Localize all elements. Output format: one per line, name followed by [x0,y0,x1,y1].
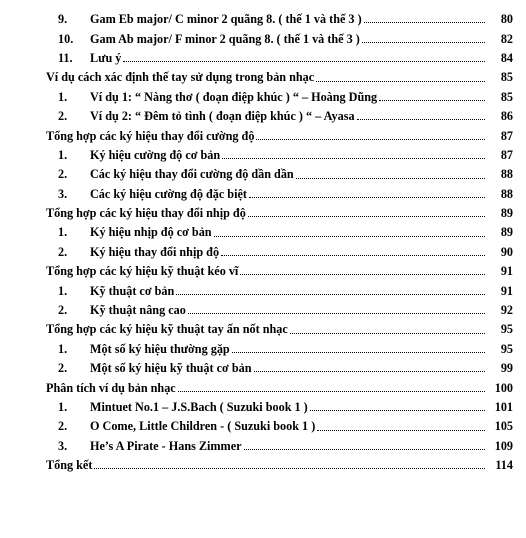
toc-subsection-entry[interactable] [0,184,526,203]
toc-dot-leader [248,215,485,217]
toc-entry-title: Ví dụ 2: “ Đêm tỏ tình ( đoạn điệp khúc ) “ – Ayasa [90,109,355,124]
toc-dot-leader [364,21,485,23]
toc-entry-page-number: 99 [500,361,513,376]
toc-entry-number: 2. [58,244,68,259]
toc-entry-title: Ký hiệu cường độ cơ bản [90,147,221,162]
toc-subsection-entry[interactable] [0,358,526,377]
toc-subsection-entry[interactable] [0,416,526,435]
toc-entry-page-number: 109 [494,438,513,453]
toc-subsection-entry[interactable] [0,397,526,416]
toc-entry-title: Tổng hợp các ký hiệu thay đổi nhịp độ [46,206,246,221]
toc-entry-number: 1. [58,225,68,240]
toc-entry-page-number: 100 [494,380,513,395]
toc-entry-number: 2. [58,303,68,318]
toc-dot-leader [178,390,485,392]
toc-dot-leader [357,118,485,120]
toc-entry-title: Ví dụ 1: “ Nàng thơ ( đoạn điệp khúc ) “ – Hoàng Dũng [90,89,378,104]
toc-dot-leader [249,196,485,198]
toc-entry-page-number: 88 [500,167,513,182]
toc-entry-number: 3. [58,186,68,201]
toc-subsection-entry[interactable] [0,222,526,241]
toc-entry-number: 2. [58,361,68,376]
toc-entry-page-number: 101 [494,400,513,414]
toc-subsection-entry[interactable] [0,28,526,47]
toc-dot-leader [123,60,485,62]
toc-entry-page-number: 85 [500,70,513,85]
toc-entry-number: 2. [58,167,68,182]
toc-subsection-entry[interactable] [0,164,526,183]
toc-dot-leader [214,235,485,237]
toc-dot-leader [232,351,485,353]
toc-entry-page-number: 114 [495,458,513,473]
toc-section-entry[interactable] [0,203,526,222]
toc-subsection-entry[interactable] [0,9,526,28]
toc-section-entry[interactable] [0,125,526,144]
toc-subsection-entry[interactable] [0,339,526,358]
toc-entry-number: 1. [58,89,68,104]
toc-dot-leader [296,177,485,179]
toc-dot-leader [94,467,485,469]
toc-subsection-entry[interactable] [0,106,526,125]
toc-entry-title: Gam Eb major/ C minor 2 quãng 8. ( thế 1 và thế 3 ) [90,12,362,27]
toc-entry-title: Mintuet No.1 – J.S.Bach ( Suzuki book 1 ) [90,400,308,414]
toc-subsection-entry[interactable] [0,280,526,299]
toc-section-entry[interactable] [0,67,526,86]
toc-entry-page-number: 91 [500,283,513,298]
toc-section-entry[interactable] [0,455,526,474]
toc-entry-page-number: 95 [500,322,513,337]
toc-entry-title: Các ký hiệu cường độ đặc biệt [90,186,247,201]
toc-entry-page-number: 86 [500,109,513,124]
toc-entry-title: O Come, Little Children - ( Suzuki book 1 ) [90,419,316,434]
toc-entry-title: Một số ký hiệu thường gặp [90,341,230,356]
toc-subsection-entry[interactable] [0,145,526,164]
toc-entry-page-number: 82 [500,31,513,46]
toc-entry-title: Các ký hiệu thay đổi cường độ dần dần [90,167,294,182]
toc-entry-page-number: 85 [500,89,513,104]
toc-entry-title: He’s A Pirate - Hans Zimmer [90,438,242,453]
toc-entry-number: 1. [58,283,68,298]
toc-entry-title: Lưu ý [90,50,122,65]
toc-dot-leader [222,157,485,159]
toc-entry-title: Một số ký hiệu kỹ thuật cơ bản [90,361,252,376]
toc-entry-title: Tổng kết [46,458,93,473]
toc-entry-page-number: 87 [500,147,513,162]
toc-entry-page-number: 80 [500,12,513,27]
toc-entry-page-number: 88 [500,186,513,201]
toc-subsection-entry[interactable] [0,242,526,261]
toc-entry-page-number: 84 [500,50,513,65]
toc-entry-title: Kỹ thuật cơ bản [90,283,175,298]
toc-entry-title: Tổng hợp các ký hiệu kỹ thuật tay ấn nốt nhạc [46,322,288,337]
toc-entry-number: 1. [58,400,68,414]
toc-entry-title: Gam Ab major/ F minor 2 quãng 8. ( thế 1 và thế 3 ) [90,31,360,46]
toc-entry-title: Phân tích ví dụ bản nhạc [46,380,176,395]
toc-dot-leader [290,332,485,334]
toc-entry-number: 1. [58,147,68,162]
toc-subsection-entry[interactable] [0,87,526,106]
toc-dot-leader [221,254,485,256]
toc-section-entry[interactable] [0,319,526,338]
toc-entry-number: 11. [58,50,73,65]
toc-dot-leader [254,370,486,372]
toc-dot-leader [256,138,485,140]
toc-entry-number: 9. [58,12,68,27]
toc-section-entry[interactable] [0,377,526,396]
toc-dot-leader [310,409,485,411]
toc-entry-page-number: 95 [500,341,513,356]
toc-section-entry[interactable] [0,261,526,280]
toc-entry-page-number: 105 [494,419,513,434]
toc-entry-page-number: 87 [500,128,513,143]
toc-entry-page-number: 91 [500,264,513,279]
toc-entry-title: Tổng hợp các ký hiệu thay đổi cường độ [46,128,255,143]
toc-subsection-entry[interactable] [0,48,526,67]
toc-dot-leader [362,41,485,43]
toc-entry-title: Ký hiệu thay đổi nhịp độ [90,244,220,259]
toc-dot-leader [379,99,485,101]
toc-entry-page-number: 92 [500,303,513,318]
toc-entry-title: Ký hiệu nhịp độ cơ bản [90,225,212,240]
toc-entry-number: 10. [58,31,74,46]
toc-dot-leader [240,273,485,275]
toc-dot-leader [176,293,485,295]
toc-entry-title: Ví dụ cách xác định thế tay sử dụng trong bản nhạc [46,70,315,85]
toc-dot-leader [188,312,485,314]
toc-entry-page-number: 89 [500,225,513,240]
table-of-contents [0,9,526,474]
toc-dot-leader [316,80,485,82]
toc-entry-number: 3. [58,438,68,453]
toc-entry-page-number: 89 [500,206,513,221]
toc-entry-page-number: 90 [500,244,513,259]
toc-subsection-entry[interactable] [0,300,526,319]
toc-dot-leader [317,429,485,431]
toc-entry-number: 2. [58,419,68,434]
toc-entry-number: 1. [58,341,68,356]
toc-entry-number: 2. [58,109,68,124]
toc-dot-leader [244,448,485,450]
toc-entry-title: Kỹ thuật nâng cao [90,303,186,318]
toc-subsection-entry[interactable] [0,436,526,455]
toc-entry-title: Tổng hợp các ký hiệu kỹ thuật kéo vĩ [46,264,239,279]
